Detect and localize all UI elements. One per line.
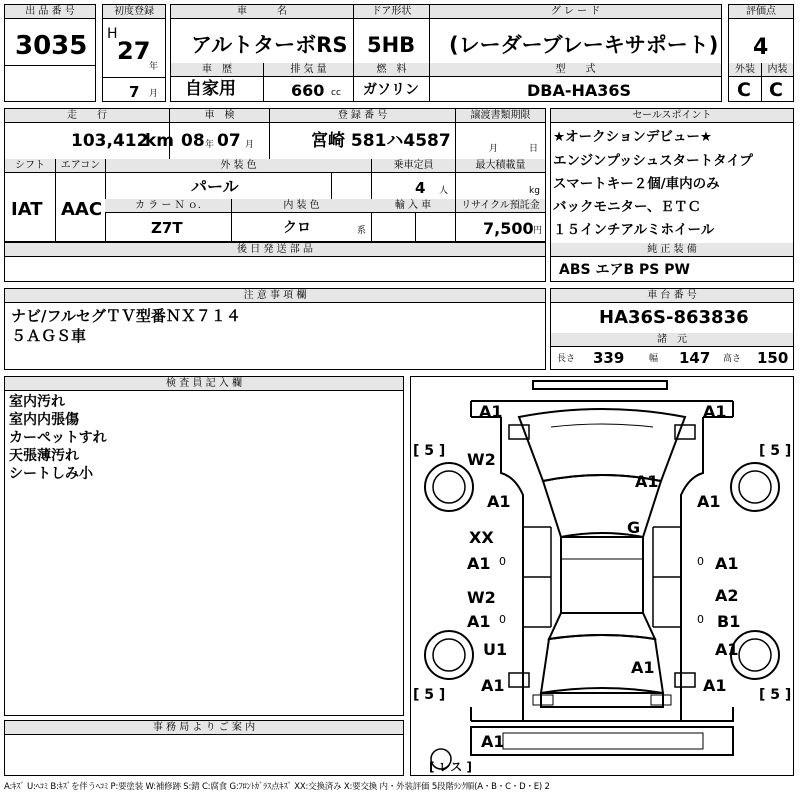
era: H <box>107 26 118 42</box>
score-label: 評価点 <box>729 5 793 19</box>
air-conditioner: AAC <box>61 199 103 220</box>
transfer-day-unit: 日 <box>529 144 539 154</box>
sales-points-label: セールスポイント <box>551 109 793 123</box>
year-unit: 年 <box>149 62 159 72</box>
lot-label: 出 品 番 号 <box>5 5 95 19</box>
damage-mark: G <box>627 518 641 537</box>
later-parts-box <box>4 242 546 282</box>
transfer-month-unit: 月 <box>489 144 499 154</box>
displacement-unit: cc <box>331 88 341 98</box>
door-type: 5HB <box>367 33 416 57</box>
legend: A:ｷｽﾞ U:ﾍｺﾐ B:ｷｽﾞを伴うﾍｺﾐ P:要塗装 W:補修跡 S:錆 C:腐食 G:ﾌﾛﾝﾄｶﾞﾗｽ点ｷｽﾞ XX:交換済み X:要交換 内・外装評価 5段階ﾗﾝｸ順(A・B・C・D・E) 2 <box>4 782 550 792</box>
capacity-label: 乗車定員 <box>371 159 455 173</box>
shift: IAT <box>11 199 43 220</box>
damage-mark: XX <box>469 528 494 547</box>
tire-mark: [ 5 ] <box>759 443 792 459</box>
inspector-line: シートしみ小 <box>9 466 93 482</box>
inspection-year-unit: 年 <box>205 140 215 150</box>
registration-number: 宮崎 581ハ4587 <box>311 131 451 151</box>
equipment-label: 純 正 装 備 <box>551 243 793 257</box>
recycle-label: リサイクル預託金 <box>455 199 545 213</box>
recycle-fee: 7,500 <box>483 219 534 238</box>
model-code: DBA-HA36S <box>527 81 632 100</box>
interior-color-label: 内 装 色 <box>231 199 371 213</box>
inspection-month: 07 <box>217 131 241 151</box>
length: 339 <box>593 349 625 367</box>
interior-color-unit: 系 <box>357 226 367 236</box>
office-label: 事 務 局 よ り ご 案 内 <box>5 721 403 735</box>
fuel-label: 燃 料 <box>353 63 429 77</box>
notes-label: 注 意 事 項 欄 <box>5 289 545 303</box>
tire-mark: [ 5 ] <box>413 687 446 703</box>
chassis-label: 車 台 番 号 <box>551 289 793 303</box>
history-label: 車 歴 <box>171 63 263 77</box>
doors-label: ドア形状 <box>353 5 429 19</box>
reg-month: 7 <box>129 83 140 101</box>
sales-point: バックモニター、ＥＴＣ <box>553 199 701 215</box>
mileage-unit: km <box>145 131 175 151</box>
tire-mark: [ 5 ] <box>759 687 792 703</box>
capacity: 4 <box>415 179 426 197</box>
car-diagram <box>411 377 793 775</box>
lot-box <box>4 4 96 102</box>
history: 自家用 <box>185 79 236 99</box>
spec-label: 諸 元 <box>551 333 793 347</box>
recycle-unit: 円 <box>533 226 543 236</box>
sales-points-box <box>550 108 794 282</box>
damage-mark: A2 <box>715 586 739 605</box>
inspector-line: カーペットすれ <box>9 430 107 446</box>
interior-grade: C <box>769 79 783 101</box>
displacement: 660 <box>291 81 325 100</box>
sales-point: １５インチアルミホイール <box>553 222 715 238</box>
import-label: 輸 入 車 <box>371 199 455 213</box>
damage-mark: A1 <box>467 554 491 573</box>
zero-mark: 0 <box>499 613 506 626</box>
damage-mark: A1 <box>479 402 503 421</box>
color-no-label: カ ラ ー Ｎ ｏ. <box>105 199 231 213</box>
mileage: 103,412 <box>71 131 149 151</box>
grade: (レーダーブレーキサポート) <box>449 33 719 57</box>
reg-number-label: 登 録 番 号 <box>269 109 455 123</box>
month-unit: 月 <box>149 89 159 99</box>
damage-mark: A1 <box>467 612 491 631</box>
car-name: アルトターボRS <box>191 33 348 57</box>
office-box <box>4 720 404 776</box>
first-registration-box <box>102 4 166 102</box>
sales-point: エンジンプッシュスタートタイプ <box>553 153 753 169</box>
transfer-label: 譲渡書類期限 <box>455 109 545 123</box>
damage-mark: A1 <box>715 640 739 659</box>
spare-mark: [ レス ] <box>429 760 472 774</box>
notes-box <box>4 288 546 370</box>
first-reg-label: 初度登録 <box>103 5 165 19</box>
standard-equipment: ABS エアB PS PW <box>559 262 690 278</box>
damage-mark: A1 <box>631 658 655 677</box>
width-label: 幅 <box>649 354 659 364</box>
chassis-number: HA36S-863836 <box>599 307 749 328</box>
note-line: ５ＡＧＳ車 <box>11 327 87 345</box>
interior-label: 内装 <box>761 63 793 77</box>
inspector-line: 天張薄汚れ <box>9 448 79 464</box>
width: 147 <box>679 349 711 367</box>
color-number: Z7T <box>151 219 183 237</box>
inspector-line: 室内汚れ <box>9 394 65 410</box>
vehicle-info-box <box>170 4 722 102</box>
length-label: 長さ <box>557 354 576 364</box>
sales-point: スマートキー２個/車内のみ <box>553 176 720 192</box>
inspection-year: 08 <box>181 131 205 151</box>
car-diagram-box <box>410 376 794 776</box>
damage-mark: W2 <box>467 450 496 469</box>
lot-number: 3035 <box>15 31 88 61</box>
height-label: 高さ <box>723 354 742 364</box>
note-line: ナビ/フルセグＴＶ型番ＮＸ７１４ <box>11 307 241 325</box>
damage-mark: A1 <box>703 676 727 695</box>
car-name-label: 車 名 <box>171 5 353 19</box>
score-box <box>728 4 794 102</box>
inspector-line: 室内内張傷 <box>9 412 79 428</box>
shift-label: シフト <box>5 159 55 173</box>
chassis-box <box>550 288 794 370</box>
damage-mark: B1 <box>717 612 741 631</box>
grade-label: グ レ ー ド <box>429 5 721 19</box>
inspection-label: 車 検 <box>169 109 269 123</box>
damage-mark: A1 <box>697 492 721 511</box>
height: 150 <box>757 349 789 367</box>
score: 4 <box>753 35 769 60</box>
interior-color: クロ <box>283 220 311 236</box>
inspection-month-unit: 月 <box>245 140 255 150</box>
inspector-label: 検 査 員 記 入 欄 <box>5 377 403 391</box>
maxload-label: 最大積載量 <box>455 159 545 173</box>
damage-mark: A1 <box>635 472 659 491</box>
sales-point: ★オークションデビュー★ <box>553 129 712 145</box>
zero-mark: 0 <box>499 555 506 568</box>
capacity-unit: 人 <box>439 186 449 196</box>
damage-mark: A1 <box>715 554 739 573</box>
displacement-label: 排 気 量 <box>263 63 353 77</box>
damage-mark: W2 <box>467 588 496 607</box>
mileage-label: 走 行 <box>5 109 169 123</box>
tire-mark: [ 5 ] <box>413 443 446 459</box>
exterior-grade: C <box>737 79 751 101</box>
exterior-label: 外装 <box>729 63 761 77</box>
damage-mark: U1 <box>483 640 508 659</box>
zero-mark: 0 <box>697 555 704 568</box>
fuel: ガソリン <box>363 82 419 98</box>
exterior-color: パール <box>191 177 239 196</box>
damage-mark: A1 <box>703 402 727 421</box>
reg-year: 27 <box>117 37 151 65</box>
later-parts-label: 後 日 発 送 部 品 <box>5 243 545 257</box>
model-label: 型 式 <box>429 63 721 77</box>
damage-mark: A1 <box>481 676 505 695</box>
color-label: 外 装 色 <box>105 159 371 173</box>
damage-mark: A1 <box>487 492 511 511</box>
details-box <box>4 108 546 242</box>
ac-label: エアコン <box>55 159 105 173</box>
maxload-unit: kg <box>529 186 540 196</box>
damage-mark: A1 <box>481 732 505 751</box>
inspector-box <box>4 376 404 716</box>
zero-mark: 0 <box>697 613 704 626</box>
